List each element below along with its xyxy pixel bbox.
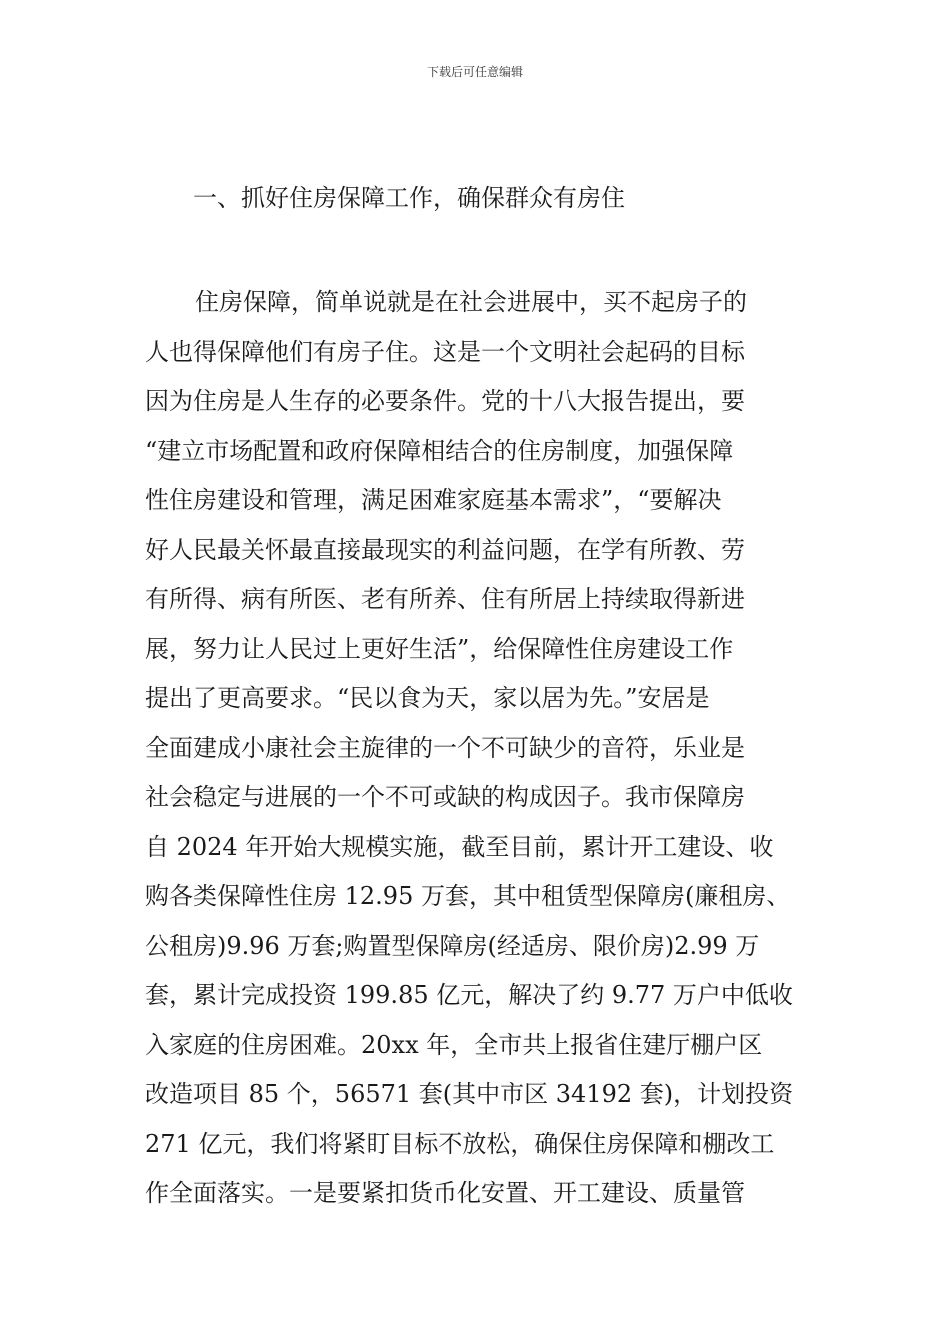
paragraph-line: 套，累计完成投资 199.85 亿元，解决了约 9.77 万户中低收 (145, 981, 793, 1009)
paragraph-line: 改造项目 85 个，56571 套(其中市区 34192 套)，计划投资 (145, 1080, 794, 1108)
paragraph-line: 好人民最关怀最直接最现实的利益问题，在学有所教、劳 (145, 535, 745, 564)
paragraph-line: 作全面落实。一是要紧扣货币化安置、开工建设、质量管 (145, 1179, 745, 1207)
body-paragraph (145, 278, 825, 1219)
paragraph-line: 性住房建设和管理，满足困难家庭基本需求”，“要解决 (145, 486, 722, 514)
paragraph-line: 全面建成小康社会主旋律的一个不可缺少的音符，乐业是 (145, 733, 745, 762)
paragraph-line: “建立市场配置和政府保障相结合的住房制度，加强保障 (145, 436, 734, 465)
paragraph-line: 人也得保障他们有房子住。这是一个文明社会起码的目标 (145, 337, 745, 366)
paragraph-line: 因为住房是人生存的必要条件。党的十八大报告提出，要 (145, 387, 745, 415)
paragraph-line: 入家庭的住房困难。20xx 年，全市共上报省住建厅棚户区 (145, 1030, 763, 1059)
paragraph-line: 社会稳定与进展的一个不可或缺的构成因子。我市保障房 (145, 783, 745, 811)
paragraph-line: 提出了更高要求。“民以食为天，家以居为先。”安居是 (145, 684, 710, 712)
paragraph-line: 自 2024 年开始大规模实施，截至目前，累计开工建设、收 (145, 832, 774, 861)
page-header: 下载后可任意编辑 (426, 65, 523, 79)
paragraph-line: 271 亿元，我们将紧盯目标不放松，确保住房保障和棚改工 (145, 1129, 775, 1158)
section-heading: 一、抓好住房保障工作，确保群众有房住 (193, 184, 625, 212)
paragraph-line: 购各类保障性住房 12.95 万套，其中租赁型保障房(廉租房、 (145, 882, 791, 910)
paragraph-line: 公租房)9.96 万套;购置型保障房(经适房、限价房)2.99 万 (145, 931, 760, 960)
paragraph-line: 有所得、病有所医、老有所养、住有所居上持续取得新进 (145, 585, 745, 613)
paragraph-line: 展，努力让人民过上更好生活”，给保障性住房建设工作 (145, 634, 734, 663)
paragraph-line: 住房保障，简单说就是在社会进展中，买不起房子的 (195, 288, 747, 316)
